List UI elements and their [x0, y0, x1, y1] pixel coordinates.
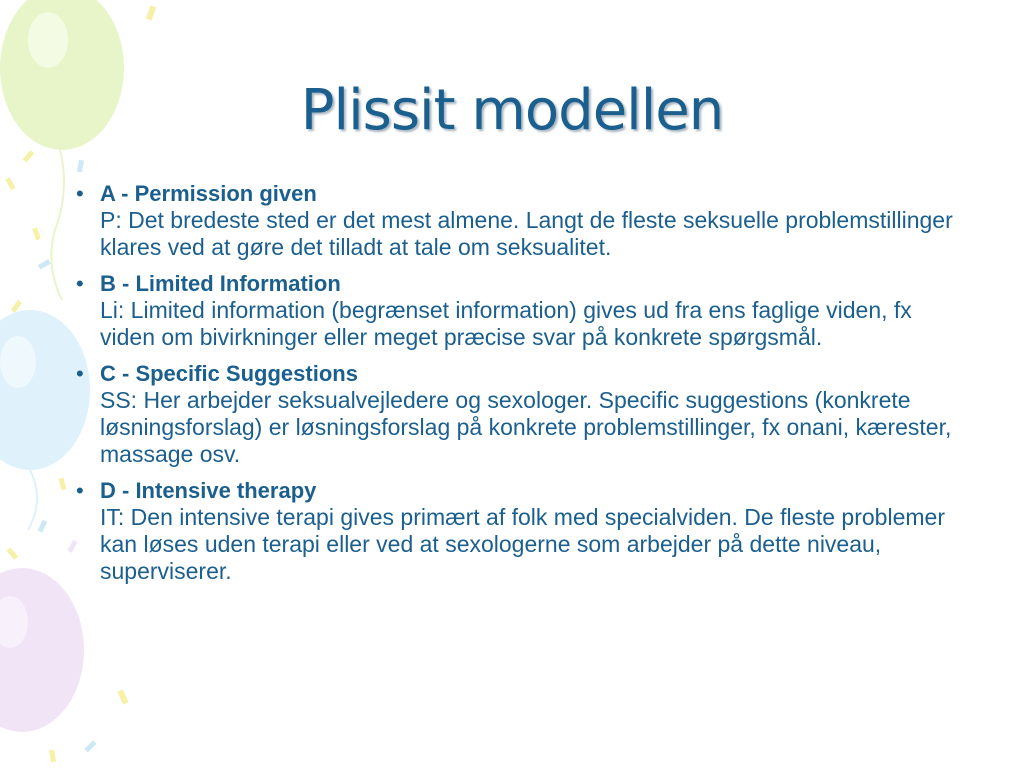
bullet-text: IT: Den intensive terapi gives primært af folk med specialviden. De fleste problemer kan løses uden terapi eller ved at sexologerne som arbejder på dette niveau, superviserer.: [100, 504, 945, 584]
slide-title: Plissit modellen: [300, 78, 724, 143]
list-item: [72, 360, 972, 468]
bullet-marker: •: [76, 271, 84, 296]
bullet-heading: D - Intensive therapy: [100, 478, 317, 503]
bullet-marker: •: [76, 478, 84, 503]
list-item: [72, 270, 972, 351]
bullet-list: [72, 180, 972, 594]
bullet-text: P: Det bredeste sted er det mest almene. Langt de fleste seksuelle problemstillinger klares ved at gøre det tilladt at tale om seksualitet.: [100, 207, 953, 260]
list-item: [72, 477, 972, 585]
bullet-text: Li: Limited information (begrænset information) gives ud fra ens faglige viden, fx viden om bivirkninger eller meget præcise svar på konkrete spørgsmål.: [100, 297, 912, 350]
bullet-heading: B - Limited Information: [100, 271, 341, 296]
bullet-heading: A - Permission given: [100, 181, 317, 206]
list-item: [72, 180, 972, 261]
bullet-marker: •: [76, 181, 84, 206]
bullet-text: SS: Her arbejder seksualvejledere og sexologer. Specific suggestions (konkrete løsningsforslag) er løsningsforslag på konkrete problemstillinger, fx onani, kærester, massage osv.: [100, 387, 952, 467]
bullet-heading: C - Specific Suggestions: [100, 361, 358, 386]
bullet-marker: •: [76, 361, 84, 386]
